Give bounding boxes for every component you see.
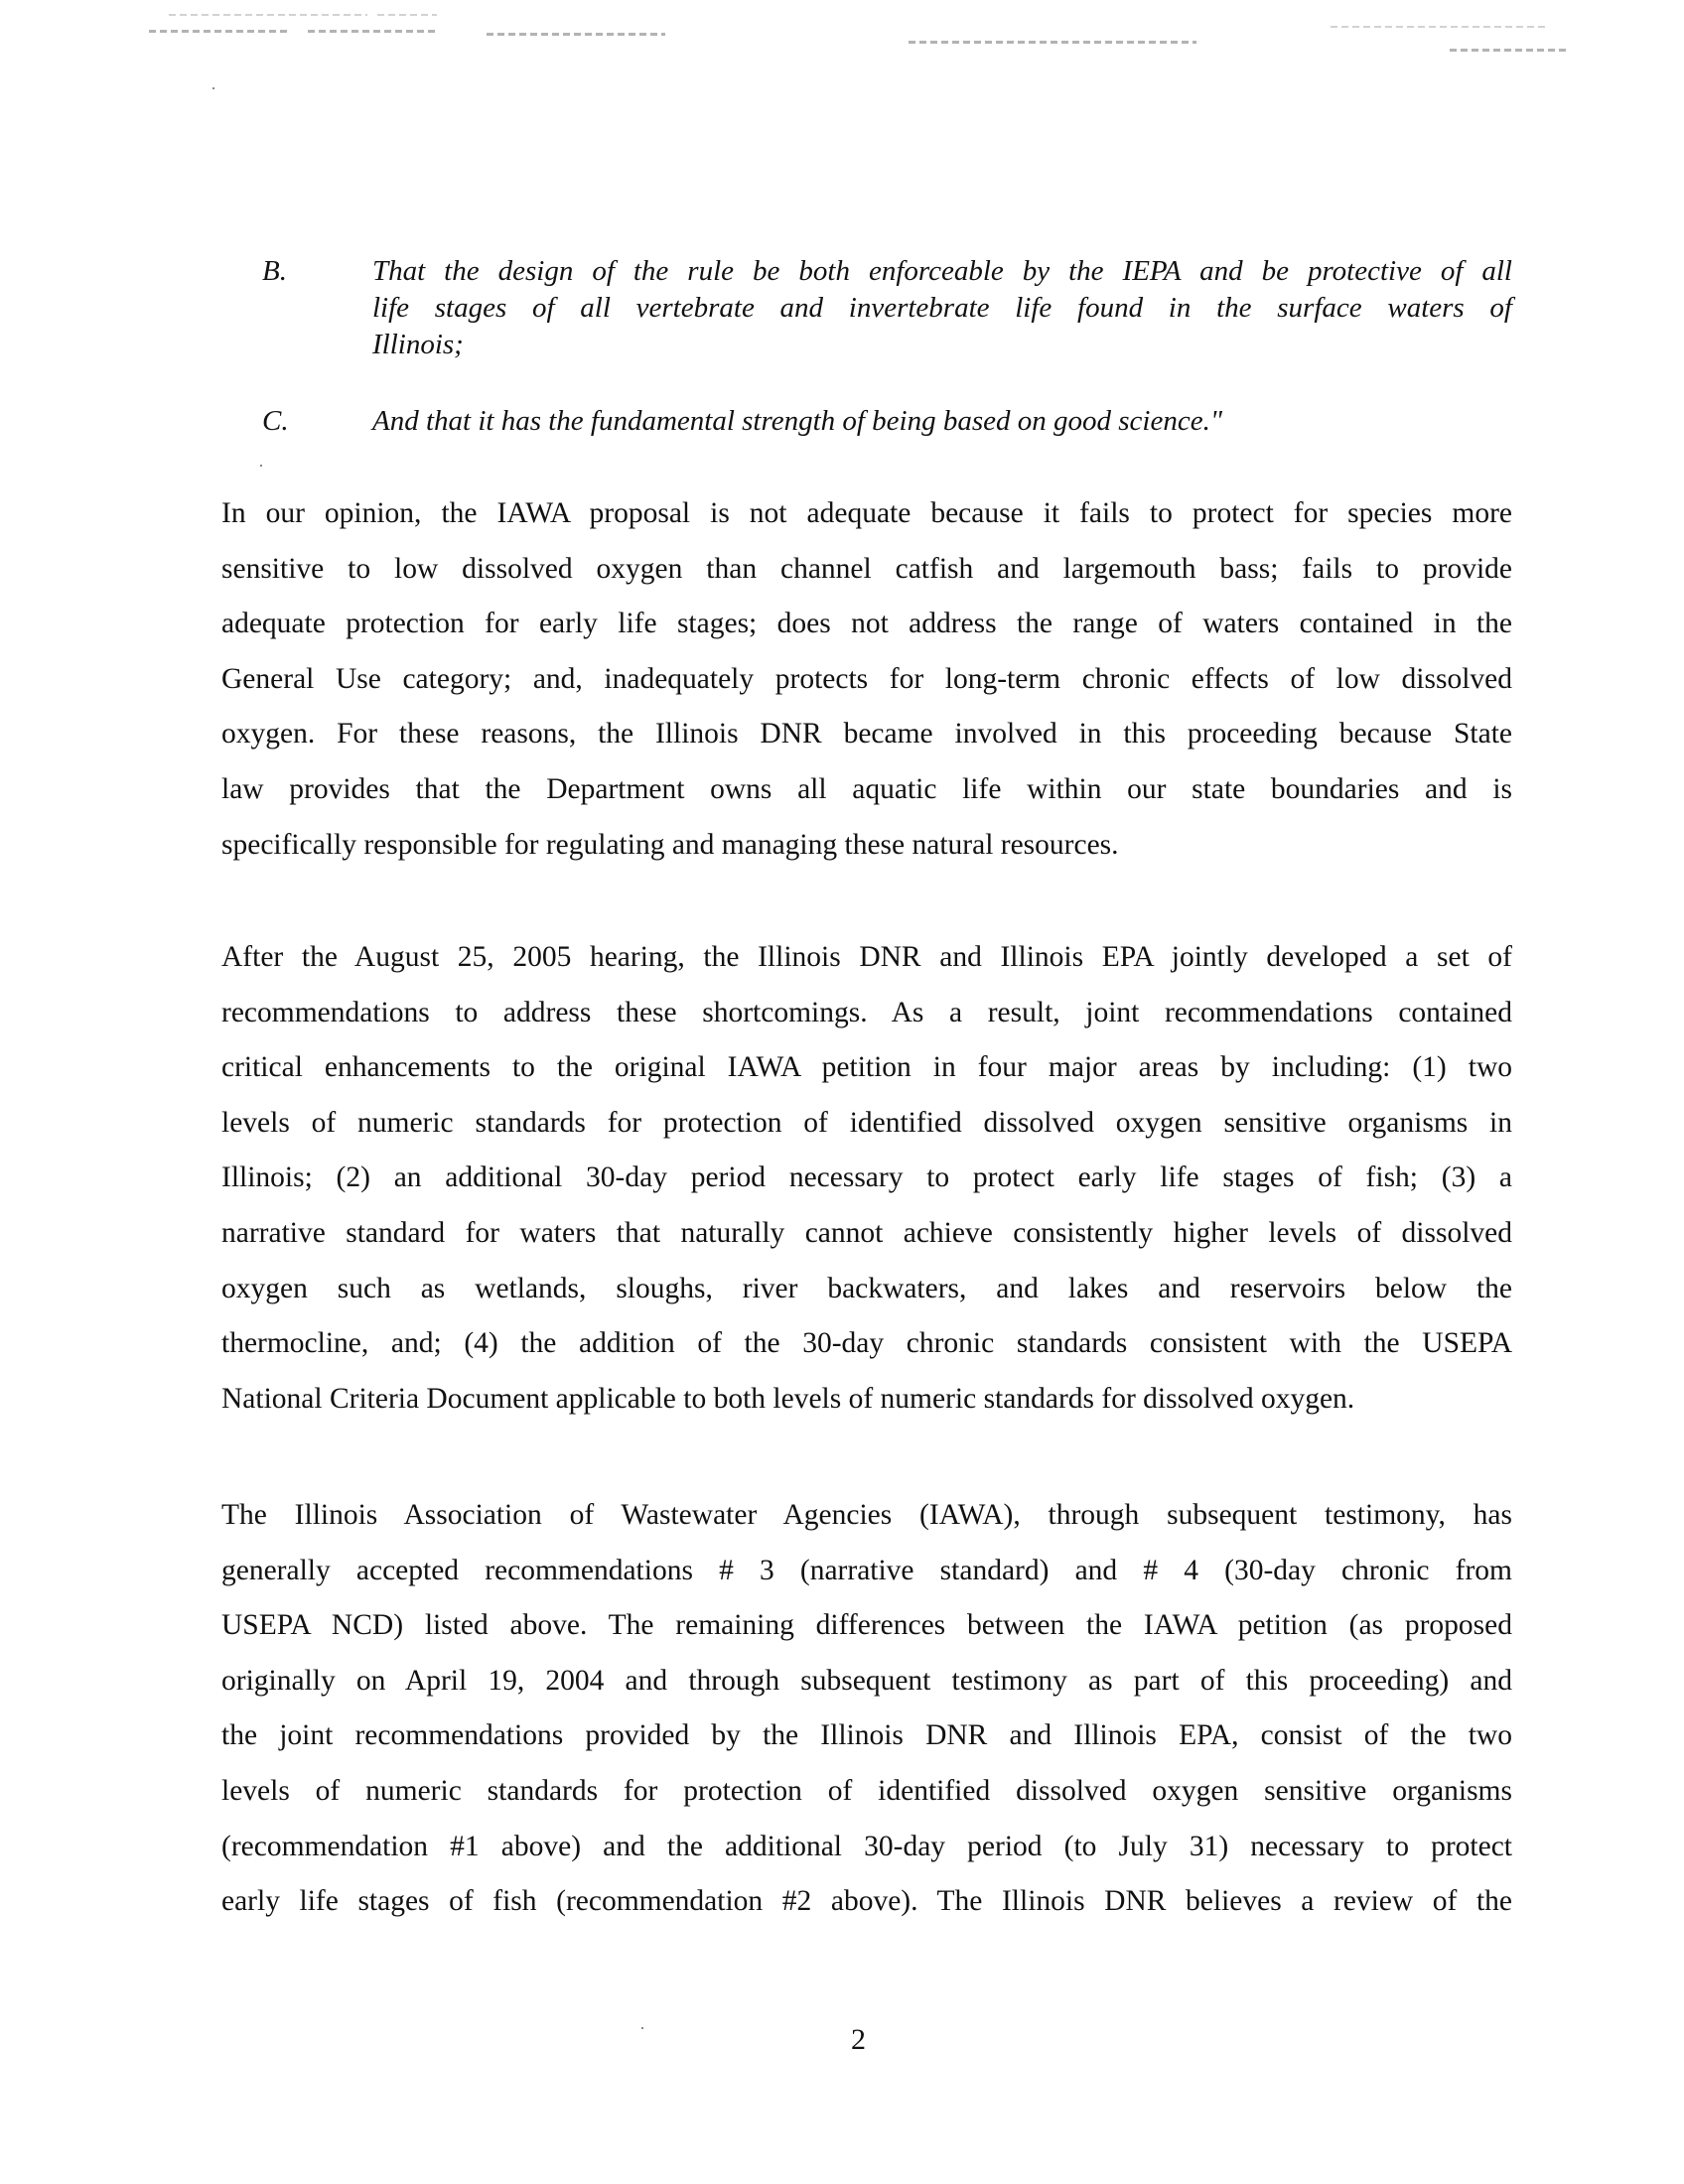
fax-mark [169, 14, 367, 16]
text-line: adequate protection for early life stages; does not address the range of waters contained in the [221, 608, 1512, 640]
text-line: narrative standard for waters that naturally cannot achieve consistently higher levels of dissolved [221, 1216, 1512, 1249]
text-line: specifically responsible for regulating and managing these natural resources. [221, 828, 1119, 861]
text-line: That the design of the rule be both enforceable by the IEPA and be protective of all [372, 255, 1512, 287]
paragraph-3 [221, 1488, 1512, 1930]
fax-mark [1450, 49, 1569, 52]
text-line: recommendations to address these shortcomings. As a result, joint recommendations contained [221, 996, 1512, 1028]
text-line: levels of numeric standards for protection of identified dissolved oxygen sensitive organisms in [221, 1106, 1512, 1139]
text-line: thermocline, and; (4) the addition of the 30-day chronic standards consistent with the USEPA [221, 1327, 1512, 1360]
text-line: sensitive to low dissolved oxygen than channel catfish and largemouth bass; fails to provide [221, 552, 1512, 585]
text-line: USEPA NCD) listed above. The remaining differences between the IAWA petition (as proposed [221, 1609, 1512, 1642]
scan-speck [641, 2027, 643, 2029]
text-line: levels of numeric standards for protection of identified dissolved oxygen sensitive organisms [221, 1774, 1512, 1807]
scan-speck [260, 465, 262, 467]
text-line: oxygen. For these reasons, the Illinois DNR became involved in this proceeding because State [221, 718, 1512, 751]
text-line: early life stages of fish (recommendation #2 above). The Illinois DNR believes a review of the [221, 1885, 1512, 1918]
text-line: General Use category; and, inadequately protects for long-term chronic effects of low dissolved [221, 662, 1512, 695]
fax-mark [909, 41, 1196, 44]
text-line: And that it has the fundamental strength of being based on good science." [372, 405, 1223, 437]
fax-mark [1331, 26, 1549, 28]
fax-mark [308, 30, 437, 33]
text-line: National Criteria Document applicable to both levels of numeric standards for dissolved oxygen. [221, 1382, 1355, 1415]
text-line: life stages of all vertebrate and invertebrate life found in the surface waters of [372, 292, 1512, 324]
fax-mark [377, 14, 437, 16]
text-line: The Illinois Association of Wastewater Agencies (IAWA), through subsequent testimony, has [221, 1499, 1512, 1531]
text-line: In our opinion, the IAWA proposal is not adequate because it fails to protect for species more [221, 497, 1512, 529]
list-item-label: B. [262, 255, 287, 287]
text-line: After the August 25, 2005 hearing, the Illinois DNR and Illinois EPA jointly developed a set of [221, 941, 1512, 973]
fax-mark [149, 30, 288, 33]
text-line: Illinois; (2) an additional 30-day period necessary to protect early life stages of fish; (3) a [221, 1161, 1512, 1194]
scan-speck [212, 87, 214, 89]
paragraph-1 [221, 486, 1512, 873]
text-line: law provides that the Department owns all aquatic life within our state boundaries and is [221, 772, 1512, 805]
paragraph-2 [221, 930, 1512, 1427]
text-line: the joint recommendations provided by the Illinois DNR and Illinois EPA, consist of the two [221, 1719, 1512, 1752]
text-line: (recommendation #1 above) and the additional 30-day period (to July 31) necessary to protect [221, 1830, 1512, 1862]
text-line: generally accepted recommendations # 3 (narrative standard) and # 4 (30-day chronic from [221, 1554, 1512, 1586]
text-line: Illinois; [372, 329, 464, 360]
list-item-text [372, 403, 1512, 440]
text-line: originally on April 19, 2004 and through subsequent testimony as part of this proceeding) and [221, 1664, 1512, 1697]
list-item-label: C. [262, 405, 289, 437]
list-item-text [372, 253, 1512, 363]
text-line: oxygen such as wetlands, sloughs, river backwaters, and lakes and reservoirs below the [221, 1272, 1512, 1304]
text-line: critical enhancements to the original IAWA petition in four major areas by including: (1) two [221, 1051, 1512, 1084]
fax-mark [487, 33, 665, 36]
page-number: 2 [851, 2023, 866, 2056]
fax-header-marks [0, 8, 1684, 68]
